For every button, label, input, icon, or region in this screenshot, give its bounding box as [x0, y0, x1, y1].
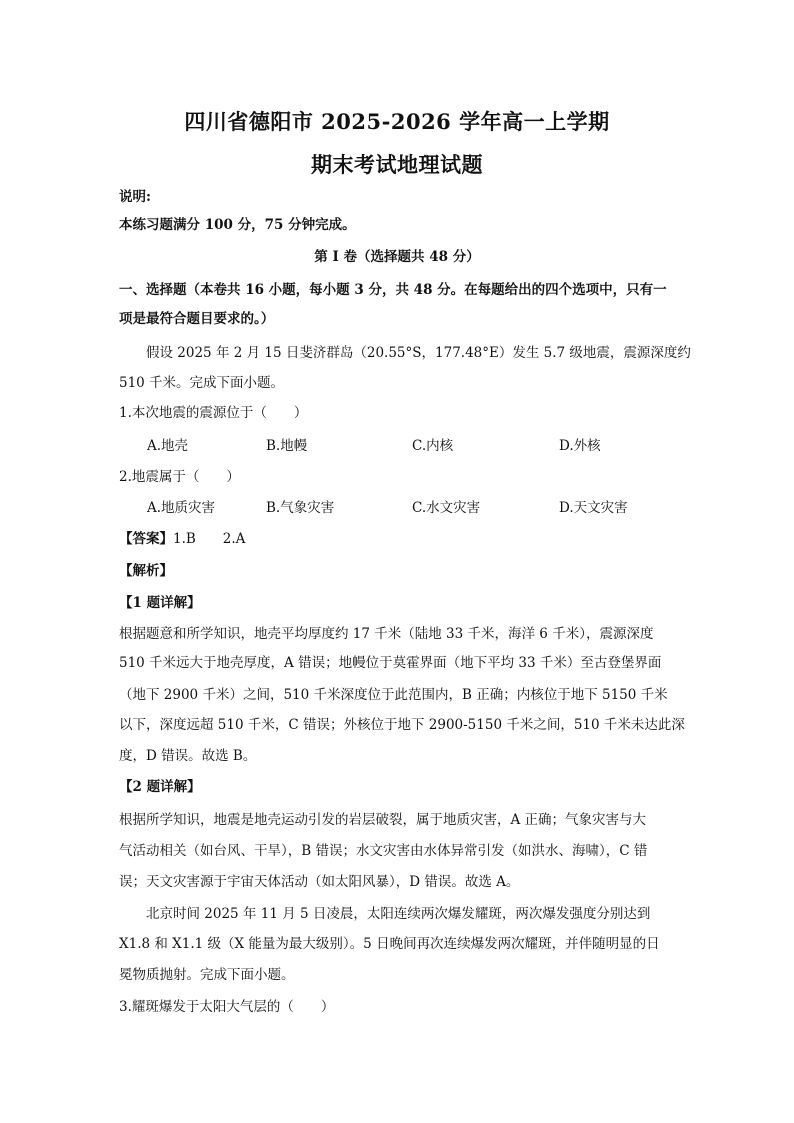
q2-option-a: A.地质灾害: [147, 500, 216, 516]
passage2-line2: X1.8 和 X1.1 级（X 能量为最大级别）。5 日晚间再次连续爆发两次耀斑，并伴随明显的日: [119, 936, 660, 952]
detail1-label: 【1 题详解】: [119, 595, 201, 611]
answer-text: 1.B 2.A: [173, 531, 246, 547]
answer-label: 【答案】: [119, 531, 173, 547]
detail2-line: 根据所学知识，地震是地壳运动引发的岩层破裂，属于地质灾害，A 正确；气象灾害与大: [119, 812, 647, 828]
passage1-line2: 510 千米。完成下面小题。: [119, 375, 285, 391]
exam-title-line1: 四川省德阳市 2025-2026 学年高一上学期: [184, 109, 610, 134]
detail2-line: 气活动相关（如台风、干旱），B 错误；水文灾害由水体异常引发（如洪水、海啸），C 错: [119, 843, 648, 859]
q1-option-d: D.外核: [559, 438, 601, 454]
detail1-line: 510 千米远大于地壳厚度，A 错误；地幔位于莫霍界面（地下平均 33 千米）至古登堡界面: [119, 655, 662, 671]
q2-option-d: D.天文灾害: [559, 500, 628, 516]
detail1-line: 以下，深度远超 510 千米，C 错误；外核位于地下 2900-5150 千米之间，510 千米未达此深: [119, 717, 685, 733]
detail1-line: 根据题意和所学知识，地壳平均厚度约 17 千米（陆地 33 千米，海洋 6 千米），震源深度: [119, 626, 654, 642]
q3-stem: 3.耀斑爆发于太阳大气层的（ ）: [119, 999, 335, 1015]
answer-line: [119, 530, 245, 548]
q2-option-c: C.水文灾害: [412, 500, 481, 516]
detail1-line: 度，D 错误。故选 B。: [119, 748, 257, 764]
detail2-line: 误；天文灾害源于宇宙天体活动（如太阳风暴），D 错误。故选 A。: [119, 874, 520, 890]
part-instructions-line2: 项是最符合题目要求的。）: [119, 311, 275, 327]
q1-stem: 1.本次地震的震源位于（ ）: [119, 405, 308, 421]
note-label: 说明:: [119, 189, 151, 205]
passage1-line1: 假设 2025 年 2 月 15 日斐济群岛（20.55°S，177.48°E）发生 5.7 级地震，震源深度约: [146, 345, 691, 361]
q1-option-b: B.地幔: [266, 438, 308, 454]
q2-option-b: B.气象灾害: [266, 500, 335, 516]
q2-stem: 2.地震属于（ ）: [119, 469, 240, 485]
analysis-label: 【解析】: [119, 563, 173, 579]
passage2-line3: 冕物质抛射。完成下面小题。: [119, 967, 295, 983]
passage2-line1: 北京时间 2025 年 11 月 5 日凌晨，太阳连续两次爆发耀斑，两次爆发强度分别达到: [146, 906, 651, 922]
part-instructions-line1: 一、选择题（本卷共 16 小题，每小题 3 分，共 48 分。在每题给出的四个选项中，只有一: [119, 282, 667, 298]
section-title: 第 I 卷（选择题共 48 分）: [314, 249, 480, 265]
note-text: 本练习题满分 100 分，75 分钟完成。: [119, 217, 356, 233]
q1-option-c: C.内核: [412, 438, 454, 454]
detail1-line: （地下 2900 千米）之间，510 千米深度位于此范围内，B 正确；内核位于地下 5150 千米: [119, 687, 668, 703]
q1-option-a: A.地壳: [147, 438, 189, 454]
detail2-label: 【2 题详解】: [119, 779, 201, 795]
exam-title-line2: 期末考试地理试题: [311, 152, 483, 177]
